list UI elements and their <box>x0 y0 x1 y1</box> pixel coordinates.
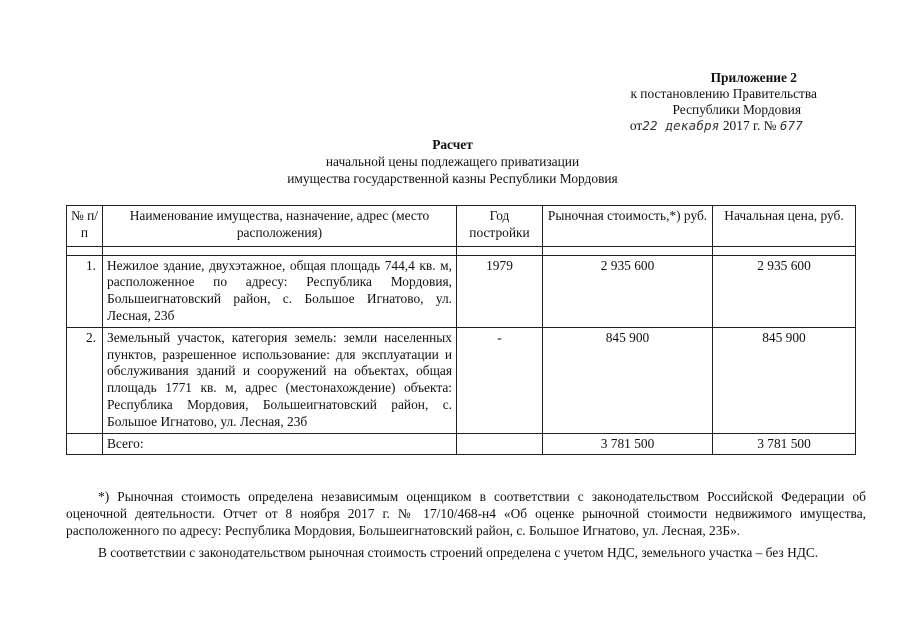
table-header-row <box>67 206 856 247</box>
total-empty-cell <box>67 433 103 455</box>
header-market-value: Рыночная стоимость,*) руб. <box>543 206 713 247</box>
total-initial-price: 3 781 500 <box>713 433 856 455</box>
appendix-republic-line: Республики Мордовия <box>672 102 801 117</box>
total-empty-year <box>457 433 543 455</box>
table-total-row <box>67 433 856 455</box>
row-number: 2. <box>67 327 103 433</box>
appendix-number-handwritten: 677 <box>779 118 803 133</box>
header-name: Наименование имущества, назначение, адрес (место расположения) <box>103 206 457 247</box>
header-initial-price: Начальная цена, руб. <box>713 206 856 247</box>
appendix-year: 2017 г. № <box>722 118 777 133</box>
appendix-title: Приложение 2 <box>710 70 797 85</box>
row-initial-price: 845 900 <box>713 327 856 433</box>
appendix-from-prefix: от <box>629 118 643 133</box>
spacer-cell <box>67 246 103 255</box>
table-spacer-row <box>67 246 856 255</box>
row-year: 1979 <box>457 255 543 327</box>
row-market-value: 845 900 <box>543 327 713 433</box>
document-title-block <box>0 136 905 187</box>
spacer-cell <box>103 246 457 255</box>
total-market-value: 3 781 500 <box>543 433 713 455</box>
table-row <box>67 255 856 327</box>
asset-price-table <box>66 205 856 455</box>
spacer-cell <box>713 246 856 255</box>
footnote-block <box>66 488 866 561</box>
footnote-vat: В соответствии с законодательством рыночная стоимость строений определена с учетом НДС, земельного участка – без НДС. <box>98 545 819 560</box>
footnote-market-value: *) Рыночная стоимость определена независимым оценщиком в соответствии с законодательством Российской Федерации об оценочной деятельности. Отчет от 8 ноября 2017 г. № 17/10/468-н4 «Об оценке рыночной стоимости недвижимого имущества, расположенного по адресу: Республика Мордовия, Большеигнатовский район, с. Большое Игнатово, ул. Лесная, 23Б». <box>66 489 866 538</box>
row-number: 1. <box>67 255 103 327</box>
row-name: Нежилое здание, двухэтажное, общая площадь 744,4 кв. м, расположенное по адресу: Республика Мордовия, Большеигнатовский район, с. Большое Игнатово, ул. Лесная, 23б <box>103 255 457 327</box>
appendix-date-line <box>597 118 817 134</box>
appendix-date-handwritten: 22 декабря <box>642 118 720 133</box>
appendix-block <box>597 70 817 134</box>
document-subtitle-line-1: начальной цены подлежащего приватизации <box>325 154 580 169</box>
total-label: Всего: <box>103 433 457 455</box>
header-year: Год постройки <box>457 206 543 247</box>
spacer-cell <box>457 246 543 255</box>
row-initial-price: 2 935 600 <box>713 255 856 327</box>
row-year: - <box>457 327 543 433</box>
spacer-cell <box>543 246 713 255</box>
row-market-value: 2 935 600 <box>543 255 713 327</box>
appendix-resolution-line: к постановлению Правительства <box>630 86 817 101</box>
header-number: № п/п <box>67 206 103 247</box>
document-title: Расчет <box>432 137 473 152</box>
row-name: Земельный участок, категория земель: земли населенных пунктов, разрешенное использование: для эксплуатации и обслуживания зданий и сооружений на объектах, общая площадь 1771 кв. м, адрес (местонахождение) объекта: Республика Мордовия, Большеигнатовский район, с. Большое Игнатово, ул. Лесная, 23б <box>103 327 457 433</box>
table-row <box>67 327 856 433</box>
document-subtitle-line-2: имущества государственной казны Республики Мордовия <box>287 171 618 186</box>
